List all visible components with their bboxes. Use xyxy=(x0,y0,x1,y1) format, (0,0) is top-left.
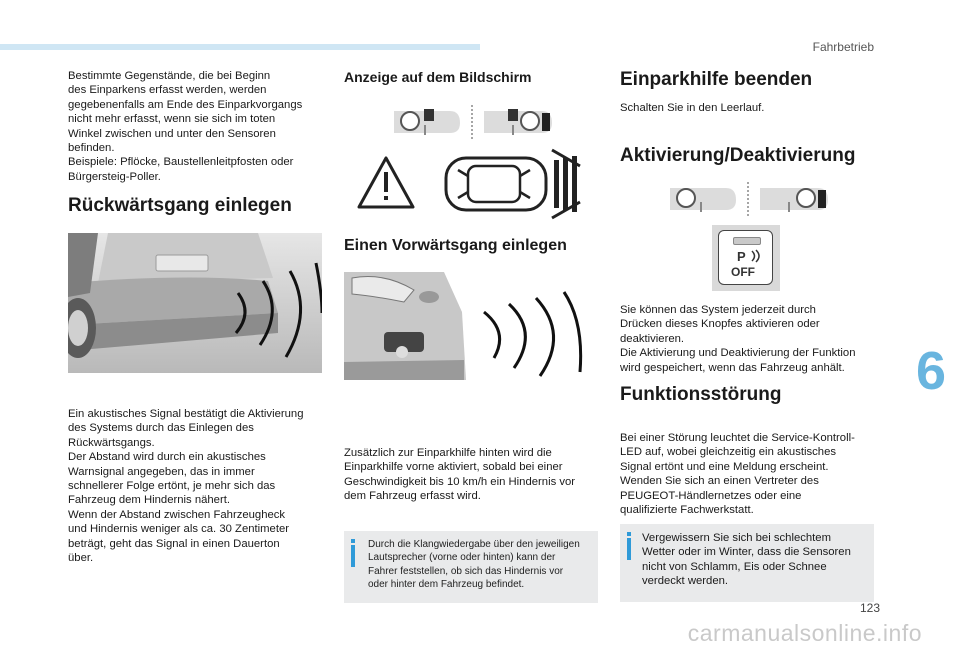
heading-forward-gear: Einen Vorwärtsgang einlegen xyxy=(344,237,567,254)
activation-screen-icon xyxy=(668,180,828,220)
sound-waves-icon xyxy=(750,249,764,263)
heading-activation: Aktivierung/Deaktivierung xyxy=(620,145,856,166)
page-number: 123 xyxy=(859,601,880,615)
speaker-info-note xyxy=(344,531,598,603)
chapter-number: 6 xyxy=(915,341,946,401)
weather-info-text: Vergewissern Sie sich bei schlechtem Wetter oder im Winter, dass die Sensoren nicht von Schlamm, Eis oder Schnee verdeckt werden. xyxy=(642,532,851,588)
weather-info-note xyxy=(620,524,874,602)
heading-malfunction: Funktionsstörung xyxy=(620,384,782,405)
info-icon xyxy=(351,539,355,569)
front-car-photo xyxy=(344,272,584,380)
reverse-gear-paragraph: Ein akustisches Signal bestätigt die Aktivierung des Systems durch das Einlegen des Rückwärtsgangs. Der Abstand wird durch ein akustisches Warnsignal angegeben, das in immer schnellerer Folge ertönt, je mehr sich das Fahrzeug dem Hindernis nähert. Wenn der Abstand zwischen Fahrzeugheck und Hindernis weniger als ca. 30 Zentimeter beträgt, geht das Signal in einen Dauerton über. xyxy=(68,408,304,565)
intro-paragraph: Bestimmte Gegenstände, die bei Beginn des Einparkens erfasst werden, werden gegebenenfalls am Ende des Einparkvorgangs nicht mehr erfasst, wenn sie sich im toten Winkel zwischen und unter den Sensoren befinden. Beispiele: Pflöcke, Baustellenleitpfosten oder Bürgersteig-Poller. xyxy=(68,70,303,183)
forward-gear-paragraph: Zusätzlich zur Einparkhilfe hinten wird die Einparkhilfe vorne aktiviert, sobald bei einer Geschwindigkeit bis 10 km/h ein Hindernis vor dem Fahrzeug erfasst wird. xyxy=(344,447,576,503)
heading-end-parking-aid: Einparkhilfe beenden xyxy=(620,69,813,90)
top-accent-bar xyxy=(0,44,480,50)
park-assist-button-frame xyxy=(712,225,780,291)
off-label: OFF xyxy=(731,265,755,279)
malfunction-paragraph: Bei einer Störung leuchtet die Service-Kontroll- LED auf, wobei gleichzeitig ein akustisches Signal ertönt und eine Meldung erscheint. Wenden Sie sich an einen Vertreter des PEUGEOT-Händlernetzes oder eine qualifizierte Fachwerkstatt. xyxy=(620,432,855,517)
speaker-info-text: Durch die Klangwiedergabe über den jeweiligen Lautsprecher (vorne oder hinten) kann der Fahrer feststellen, ob sich das Hindernis vor oder hinter dem Fahrzeug befindet. xyxy=(368,539,580,591)
activation-paragraph: Sie können das System jederzeit durch Drücken dieses Knopfes aktivieren oder deaktivieren. Die Aktivierung und Deaktivierung der Funktion wird gespeichert, wenn das Fahrzeug anhält. xyxy=(620,304,856,374)
screen-toggle-icon xyxy=(392,103,552,143)
watermark: carmanualsonline.info xyxy=(687,620,922,646)
section-title: Fahrbetrieb xyxy=(812,40,874,54)
warning-triangle-icon xyxy=(356,155,416,211)
car-sensor-display-icon xyxy=(444,148,584,220)
end-parking-text: Schalten Sie in den Leerlauf. xyxy=(620,102,765,114)
heading-screen-display: Anzeige auf dem Bildschirm xyxy=(344,69,532,85)
heading-reverse-gear: Rückwärtsgang einlegen xyxy=(68,195,292,216)
info-icon xyxy=(627,532,631,562)
park-symbol: P xyxy=(737,249,746,264)
rear-bumper-photo xyxy=(68,233,322,373)
led-indicator xyxy=(733,237,761,245)
park-assist-off-button[interactable] xyxy=(718,230,773,285)
